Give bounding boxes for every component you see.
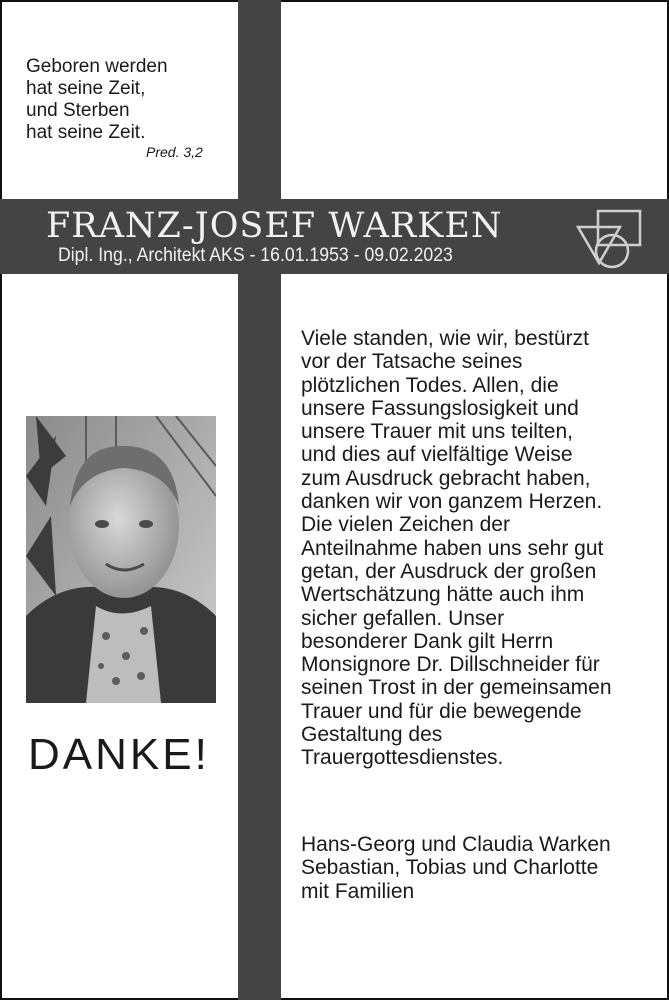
signature-line: Sebastian, Tobias und Charlotte [301, 856, 599, 880]
message-line: Die vielen Zeichen der [301, 513, 510, 537]
message-line: Trauer und für die bewegende [301, 699, 582, 723]
cross-vertical-bar [238, 0, 281, 1000]
message-line: plötzlichen Todes. Allen, die [301, 373, 559, 397]
message-line: Trauergottesdienstes. [301, 746, 504, 770]
message-line: vor der Tatsache seines [301, 350, 523, 374]
signature-block [301, 833, 661, 903]
message-line: und dies auf vielfältige Weise [301, 443, 573, 467]
verse-reference: Pred. 3,2 [146, 144, 203, 160]
deceased-subtitle: Dipl. Ing., Architekt AKS - 16.01.1953 - 09.02.2023 [58, 245, 453, 266]
message-line: Wertschätzung hätte auch ihm [301, 583, 585, 607]
message-line: unsere Fassungslosigkeit und [301, 396, 579, 420]
message-line: Viele standen, wie wir, bestürzt [301, 327, 589, 350]
deceased-name: FRANZ-JOSEF WARKEN [46, 206, 503, 246]
message-line: Anteilnahme haben uns sehr gut [301, 536, 604, 560]
signature-line: mit Familien [301, 879, 415, 903]
danke-heading: DANKE! [28, 730, 210, 779]
thank-you-message [301, 327, 661, 770]
message-line: Gestaltung des [301, 723, 443, 747]
bible-verse [26, 56, 226, 144]
message-line: danken wir von ganzem Herzen. [301, 490, 603, 514]
verse-line: Geboren werden [26, 56, 168, 77]
message-line: Monsignore Dr. Dillschneider für [301, 653, 600, 677]
message-line: unsere Trauer mit uns teilten, [301, 420, 573, 444]
portrait-photo [26, 416, 216, 703]
verse-line: hat seine Zeit. [26, 122, 146, 143]
verse-line: und Sterben [26, 100, 130, 121]
verse-line: hat seine Zeit, [26, 78, 146, 99]
message-line: besonderer Dank gilt Herrn [301, 629, 554, 653]
signature-line: Hans-Georg und Claudia Warken [301, 833, 611, 856]
message-line: sicher gefallen. Unser [301, 606, 505, 630]
message-line: seinen Trost in der gemeinsamen [301, 676, 612, 700]
architect-logo-icon [574, 207, 644, 271]
message-line: getan, der Ausdruck der großen [301, 559, 597, 583]
message-line: zum Ausdruck gebracht haben, [301, 466, 591, 490]
